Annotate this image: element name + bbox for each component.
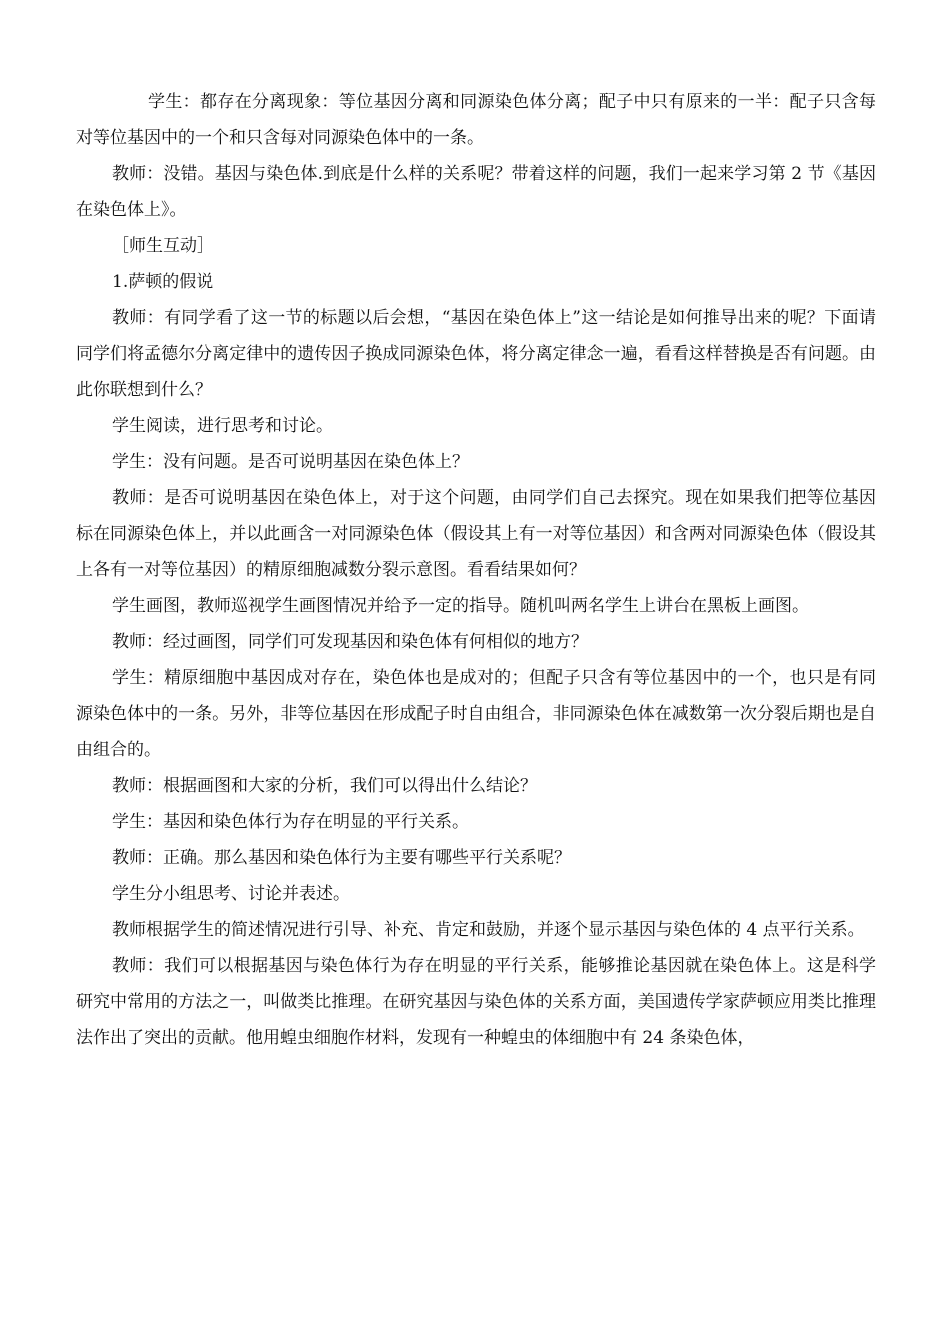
- document-page: [76, 84, 876, 1056]
- paragraph-student-no-problem: 学生：没有问题。是否可说明基因在染色体上？: [112, 452, 469, 472]
- paragraph-student-similarity-answer: 学生：精原细胞中基因成对存在，染色体也是成对的；但配子只含有等位基因中的一个，也只是有同源染色体中的一条。另外，非等位基因在形成配子时自由组合，非同源染色体在减数第一次分裂后期也是自由组合的。: [76, 668, 876, 760]
- paragraph-teacher-question: 教师：有同学看了这一节的标题以后会想，“基因在染色体上”这一结论是如何推导出来的呢？下面请同学们将孟德尔分离定律中的遗传因子换成同源染色体，将分离定律念一遍，看看这样替换是否有问题。由此你联想到什么？: [76, 308, 876, 400]
- paragraph-student-conclusion: 学生：基因和染色体行为存在明显的平行关系。: [112, 812, 469, 832]
- paragraph-students-drawing: 学生画图，教师巡视学生画图情况并给予一定的指导。随机叫两名学生上讲台在黑板上画图。: [112, 596, 809, 616]
- section-label-interaction: ［师生互动］: [112, 236, 214, 256]
- paragraph-student-reading: 学生阅读，进行思考和讨论。: [112, 416, 333, 436]
- paragraph-teacher-intro: 教师：没错。基因与染色体.到底是什么样的关系呢？带着这样的问题，我们一起来学习第 2 节《基因在染色体上》。: [76, 164, 876, 220]
- paragraph-student-separation: 学生：都存在分离现象：等位基因分离和同源染色体分离；配子中只有原来的一半：配子只含每对等位基因中的一个和只含每对同源染色体中的一条。: [76, 92, 876, 148]
- paragraph-teacher-parallel-question: 教师：正确。那么基因和染色体行为主要有哪些平行关系呢？: [112, 848, 571, 868]
- paragraph-teacher-conclusion-question: 教师：根据画图和大家的分析，我们可以得出什么结论？: [112, 776, 537, 796]
- paragraph-teacher-similarity: 教师：经过画图，同学们可发现基因和染色体有何相似的地方？: [112, 632, 588, 652]
- paragraph-teacher-guidance: 教师根据学生的简述情况进行引导、补充、肯定和鼓励，并逐个显示基因与染色体的 4 点平行关系。: [112, 920, 865, 940]
- paragraph-student-group-discussion: 学生分小组思考、讨论并表述。: [112, 884, 350, 904]
- section-heading-sutton-hypothesis: 1.萨顿的假说: [112, 272, 214, 292]
- paragraph-teacher-analogy: 教师：我们可以根据基因与染色体行为存在明显的平行关系，能够推论基因就在染色体上。这是科学研究中常用的方法之一，叫做类比推理。在研究基因与染色体的关系方面，美国遗传学家萨顿应用类比推理法作出了突出的贡献。他用蝗虫细胞作材料，发现有一种蝗虫的体细胞中有 24 条染色体，: [76, 956, 876, 1048]
- paragraph-teacher-drawing-task: 教师：是否可说明基因在染色体上，对于这个问题，由同学们自己去探究。现在如果我们把等位基因标在同源染色体上，并以此画含一对同源染色体（假设其上有一对等位基因）和含两对同源染色体（假设其上各有一对等位基因）的精原细胞减数分裂示意图。看看结果如何？: [76, 488, 876, 580]
